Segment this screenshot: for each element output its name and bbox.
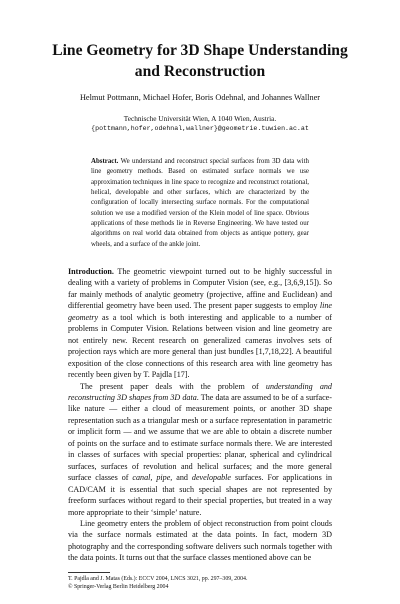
paragraph-introduction — [68, 266, 332, 381]
body-text — [68, 266, 332, 564]
paragraph-text: surfaces. For applications in CAD/CAM it is essential that such special shapes are not represented by freeform surfaces without regard to their special properties, but treated in a way more appropriate to their ‘simple’ nature. — [68, 473, 332, 517]
emphasis-text: understanding and reconstructing 3D shapes from 3D data — [68, 381, 332, 402]
affiliation: Technische Universität Wien, A 1040 Wien, Austria. — [123, 114, 277, 123]
emphasis-text: developable — [191, 473, 232, 483]
paragraph-text: The present paper deals with the problem of — [80, 381, 266, 391]
copyright-notice: © Springer-Verlag Berlin Heidelberg 2004 — [68, 584, 169, 590]
footnote — [68, 575, 332, 591]
abstract-text: We understand and reconstruct special surfaces from 3D data with line geometry methods. Based on estimated surface normals we use approximation techniques in line space to recognize and reconstruct rotational, helical, developable and other surfaces, which are characterized by the configuration of locally intersecting surface normals. For the computational solution we use a modified version of the Klein model of line space. Obvious applications of these methods lie in Reverse Engineering. We have tested our algorithms on real world data obtained from objects as antique pottery, gear wheels, and a surface of the ankle joint. — [91, 158, 309, 248]
abstract — [91, 157, 309, 250]
paragraph-text: The geometric viewpoint turned out to be highly successful in dealing with a variety of problems in Computer Vision (see, e.g., [3,6,9,15]). So far mainly methods of analytic geometry (projective, affine and Euclidean) and differential geometry have been used. The present paper suggests to employ — [68, 267, 332, 311]
emphasis-text: line geometry — [68, 301, 332, 322]
paragraph-problem — [68, 381, 332, 518]
author-emails: {pottmann,hofer,odehnal,wallner}@geometrie.tuwien.ac.at — [91, 125, 309, 132]
paragraph-text: and — [172, 473, 192, 483]
emphasis-text: canal, pipe, — [132, 473, 173, 483]
section-heading-introduction: Introduction. — [68, 267, 114, 276]
affiliation-block — [60, 114, 340, 134]
publication-info: T. Pajdla and J. Matas (Eds.): ECCV 2004, LNCS 3021, pp. 297–309, 2004. — [68, 576, 248, 582]
author-list: Helmut Pottmann, Michael Hofer, Boris Odehnal, and Johannes Wallner — [79, 93, 321, 102]
abstract-label: Abstract. — [91, 158, 119, 165]
paragraph-line-geometry: Line geometry enters the problem of object reconstruction from point clouds via the surface normals estimated at the data points. In fact, modern 3D photography and the corresponding software delivers such normals together with the data points. It turns out that the surface classes mentioned above can be — [68, 518, 332, 563]
footnote-divider — [68, 572, 110, 573]
paper-title: Line Geometry for 3D Shape Understanding and Reconstruction — [52, 42, 348, 80]
paragraph-text: as a tool which is both interesting and applicable to a number of problems in Computer Vision. Relations between vision and line geometry are not entirely new. Recent research on generalized cameras involves sets of projection rays which are more general than just bundles [1,7,18,22]. A beautiful exposition of the close connections of this research area with line geometry has recently been given by T. Pajdla [17]. — [68, 312, 332, 380]
paragraph-text: . The data are assumed to be of a surface-like nature — either a cloud of measurement points, or another 3D shape representation such as a triangular mesh or a surface representation in parametric or implicit form — and we assume that we are able to obtain a discrete number of points on the surface and to estimate surface normals there. We are interested in classes of surfaces with special properties: planar, spherical and cylindrical surfaces, surfaces of revolution and helical surfaces; and the more general surface classes of — [68, 392, 332, 483]
